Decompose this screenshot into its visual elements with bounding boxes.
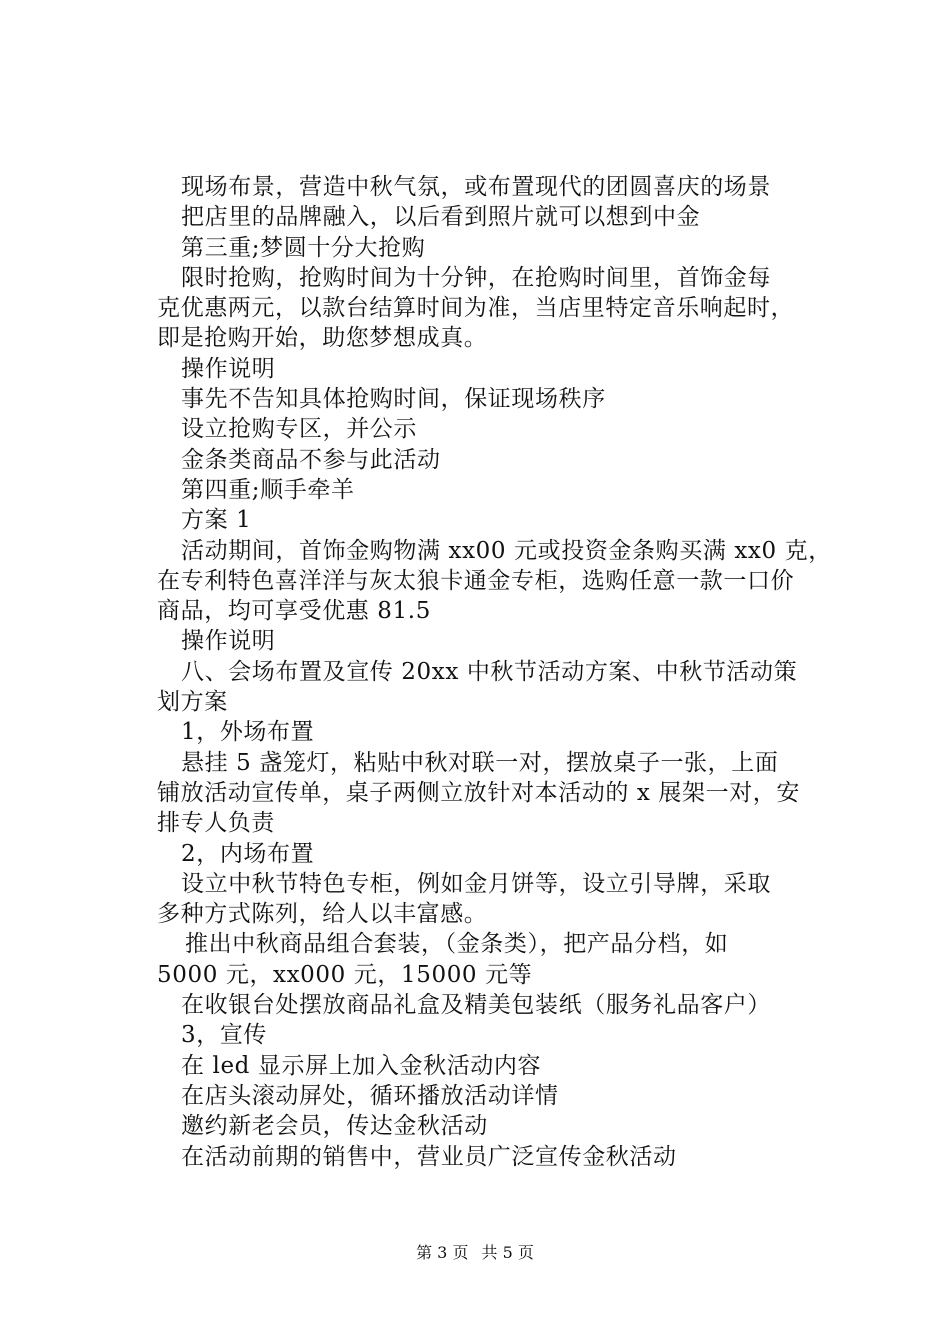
page-total: 共 5 页 <box>481 1243 534 1262</box>
subheading: 操作说明 <box>181 628 276 655</box>
text-line: 克优惠两元，以款台结算时间为准，当店里特定音乐响起时， <box>157 295 795 322</box>
subheading: 3，宣传 <box>181 1022 268 1049</box>
text-line: 活动期间，首饰金购物满 xx00 元或投资金条购买满 xx0 克， <box>181 537 832 564</box>
text-line: 5000 元，xx000 元，15000 元等 <box>157 961 533 988</box>
text-line: 把店里的品牌融入，以后看到照片就可以想到中金 <box>181 204 701 231</box>
subheading: 操作说明 <box>181 355 276 382</box>
section-heading: 第四重;顺手牵羊 <box>181 476 355 503</box>
page-footer <box>0 1243 950 1263</box>
text-line: 悬挂 5 盏笼灯，粘贴中秋对联一对，摆放桌子一张，上面 <box>181 749 779 776</box>
text-line: 限时抢购，抢购时间为十分钟，在抢购时间里，首饰金每 <box>181 264 771 291</box>
text-line: 即是抢购开始，助您梦想成真。 <box>157 325 488 352</box>
text-line: 设立中秋节特色专柜，例如金月饼等，设立引导牌，采取 <box>181 870 771 897</box>
text-line: 划方案 <box>157 689 228 716</box>
text-line: 商品，均可享受优惠 81.5 <box>157 598 431 625</box>
document-body <box>157 172 847 1172</box>
text-line: 现场布景，营造中秋气氛，或布置现代的团圆喜庆的场景 <box>181 174 771 200</box>
page-number: 第 3 页 <box>416 1243 469 1262</box>
text-line: 在活动前期的销售中，营业员广泛宣传金秋活动 <box>181 1143 677 1170</box>
text-line: 邀约新老会员，传达金秋活动 <box>181 1113 488 1140</box>
subheading: 1，外场布置 <box>181 719 315 746</box>
text-line: 金条类商品不参与此活动 <box>181 446 441 473</box>
text-line: 在收银台处摆放商品礼盒及精美包装纸（服务礼品客户） <box>181 992 771 1019</box>
section-heading: 第三重;梦圆十分大抢购 <box>181 234 426 261</box>
subheading: 方案 1 <box>181 507 252 534</box>
text-line: 铺放活动宣传单，桌子两侧立放针对本活动的 x 展架一对，安 <box>157 779 800 806</box>
text-line: 设立抢购专区，并公示 <box>181 416 417 443</box>
subheading: 2，内场布置 <box>181 840 315 867</box>
text-line: 在 led 显示屏上加入金秋活动内容 <box>181 1052 542 1079</box>
text-line: 多种方式陈列，给人以丰富感。 <box>157 901 488 928</box>
text-line: 在专利特色喜洋洋与灰太狼卡通金专柜，选购任意一款一口价 <box>157 567 795 594</box>
text-line: 事先不告知具体抢购时间，保证现场秩序 <box>181 386 606 413</box>
section-heading: 八、会场布置及宣传 20xx 中秋节活动方案、中秋节活动策 <box>181 658 798 685</box>
text-line: 在店头滚动屏处，循环播放活动详情 <box>181 1082 559 1109</box>
text-line: 推出中秋商品组合套装，（金条类），把产品分档，如 <box>185 931 729 958</box>
text-line: 排专人负责 <box>157 810 275 837</box>
